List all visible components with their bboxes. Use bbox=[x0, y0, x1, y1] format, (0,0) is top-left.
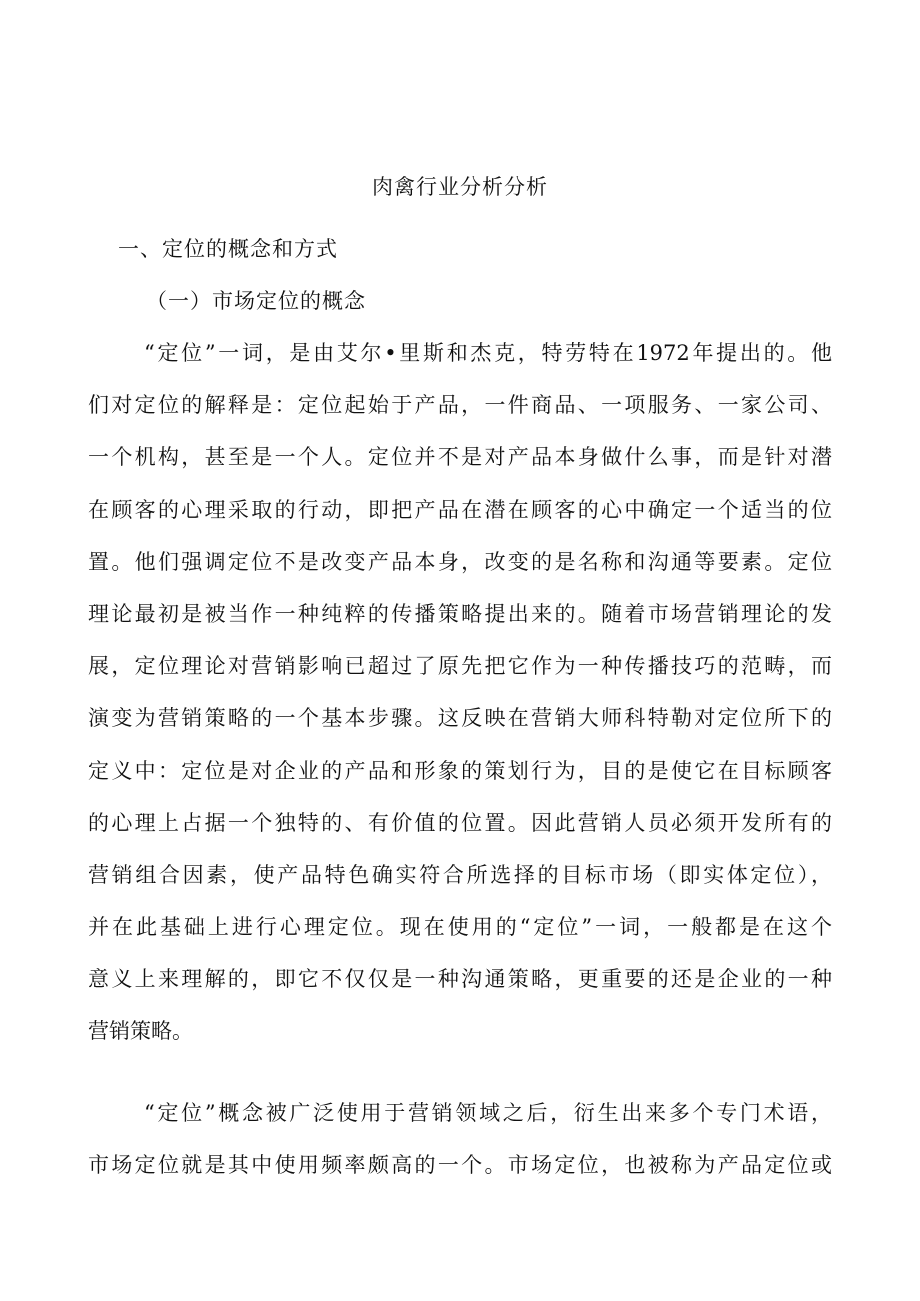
paragraph-line: 并在此基础上进行心理定位。现在使用的“定位”一词，一般都是在这个 bbox=[88, 915, 832, 940]
paragraph-line: 营销策略。 bbox=[88, 1019, 193, 1044]
section-heading: 一、定位的概念和方式 bbox=[118, 237, 338, 261]
paragraph-line: 营销组合因素，使产品特色确实符合所选择的目标市场（即实体定位）， bbox=[88, 862, 832, 887]
document-title: 肉禽行业分析分析 bbox=[372, 175, 548, 199]
paragraph-line: 置。他们强调定位不是改变产品本身，改变的是名称和沟通等要素。定位 bbox=[88, 549, 832, 574]
paragraph-line: 市场定位就是其中使用频率颇高的一个。市场定位，也被称为产品定位或 bbox=[88, 1153, 832, 1178]
paragraph-line: 在顾客的心理采取的行动，即把产品在潜在顾客的心中确定一个适当的位 bbox=[88, 497, 832, 522]
paragraph-line: 展，定位理论对营销影响已超过了原先把它作为一种传播技巧的范畴，而 bbox=[88, 654, 832, 679]
paragraph-line: 定义中：定位是对企业的产品和形象的策划行为，目的是使它在目标顾客 bbox=[88, 758, 832, 783]
paragraph-market-positioning-origin bbox=[88, 327, 832, 1058]
paragraph-line: 演变为营销策略的一个基本步骤。这反映在营销大师科特勒对定位所下的 bbox=[88, 706, 832, 731]
paragraph-line: 一个机构，甚至是一个人。定位并不是对产品本身做什么事，而是针对潜 bbox=[88, 445, 832, 470]
paragraph-line: 理论最初是被当作一种纯粹的传播策略提出来的。随着市场营销理论的发 bbox=[88, 601, 832, 626]
paragraph-line: 们对定位的解释是：定位起始于产品，一件商品、一项服务、一家公司、 bbox=[88, 393, 832, 418]
subsection-heading: （一）市场定位的概念 bbox=[146, 289, 366, 313]
paragraph-line: 意义上来理解的，即它不仅仅是一种沟通策略，更重要的还是企业的一种 bbox=[88, 967, 832, 992]
paragraph-line: “定位”概念被广泛使用于营销领域之后，衍生出来多个专门术语， bbox=[144, 1101, 832, 1125]
paragraph-line: 的心理上占据一个独特的、有价值的位置。因此营销人员必须开发所有的 bbox=[88, 810, 832, 835]
paragraph-market-positioning-terms bbox=[88, 1087, 832, 1191]
paragraph-line: “定位”一词，是由艾尔•里斯和杰克，特劳特在1972年提出的。他 bbox=[144, 341, 832, 365]
